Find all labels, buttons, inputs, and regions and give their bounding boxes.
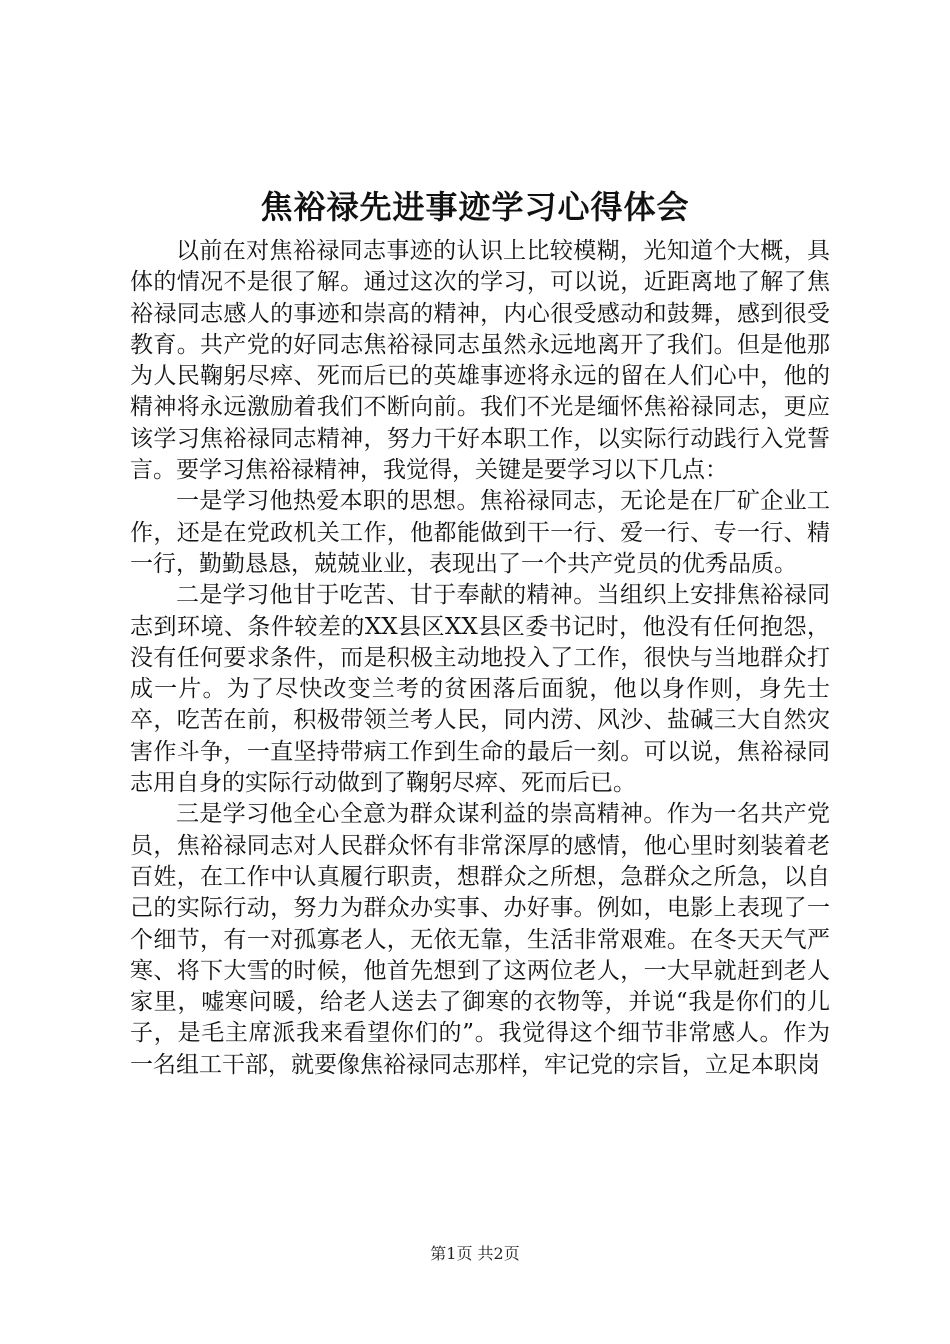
- paragraph-point-two: 二是学习他甘于吃苦、甘于奉献的精神。当组织上安排焦裕禄同志到环境、条件较差的XX县区XX县区委书记时，他没有任何抱怨，没有任何要求条件，而是积极主动地投入了工作，很快与当地群众打成一片。为了尽快改变兰考的贫困落后面貌，他以身作则，身先士卒，吃苦在前，积极带领兰考人民，同内涝、风沙、盐碱三大自然灾害作斗争，一直坚持带病工作到生命的最后一刻。可以说，焦裕禄同志用自身的实际行动做到了鞠躬尽瘁、死而后已。: [130, 582, 830, 797]
- document-title: 焦裕禄先进事迹学习心得体会: [260, 188, 690, 226]
- paragraph-point-one: 一是学习他热爱本职的思想。焦裕禄同志，无论是在厂矿企业工作，还是在党政机关工作，他都能做到干一行、爱一行、专一行、精一行，勤勤恳恳，兢兢业业，表现出了一个共产党员的优秀品质。: [130, 488, 830, 577]
- document-body: [130, 236, 830, 1081]
- page-number-footer: 第1页 共2页: [430, 1244, 520, 1263]
- paragraph-intro: 以前在对焦裕禄同志事迹的认识上比较模糊，光知道个大概，具体的情况不是很了解。通过这次的学习，可以说，近距离地了解了焦裕禄同志感人的事迹和崇高的精神，内心很受感动和鼓舞，感到很受教育。共产党的好同志焦裕禄同志虽然永远地离开了我们。但是他那为人民鞠躬尽瘁、死而后已的英雄事迹将永远的留在人们心中，他的精神将永远激励着我们不断向前。我们不光是缅怀焦裕禄同志，更应该学习焦裕禄同志精神，努力干好本职工作，以实际行动践行入党誓言。要学习焦裕禄精神，我觉得，关键是要学习以下几点：: [130, 238, 830, 484]
- paragraph-point-three: 三是学习他全心全意为群众谋利益的崇高精神。作为一名共产党员，焦裕禄同志对人民群众怀有非常深厚的感情，他心里时刻装着老百姓，在工作中认真履行职责，想群众之所想，急群众之所急，以自己的实际行动，努力为群众办实事、办好事。例如，电影上表现了一个细节，有一对孤寡老人，无依无靠，生活非常艰难。在冬天天气严寒、将下大雪的时候，他首先想到了这两位老人，一大早就赶到老人家里，嘘寒问暖，给老人送去了御寒的衣物等，并说“我是你们的儿子，是毛主席派我来看望你们的”。我觉得这个细节非常感人。作为一名组工干部，就要像焦裕禄同志那样，牢记党的宗旨，立足本职岗: [130, 801, 830, 1078]
